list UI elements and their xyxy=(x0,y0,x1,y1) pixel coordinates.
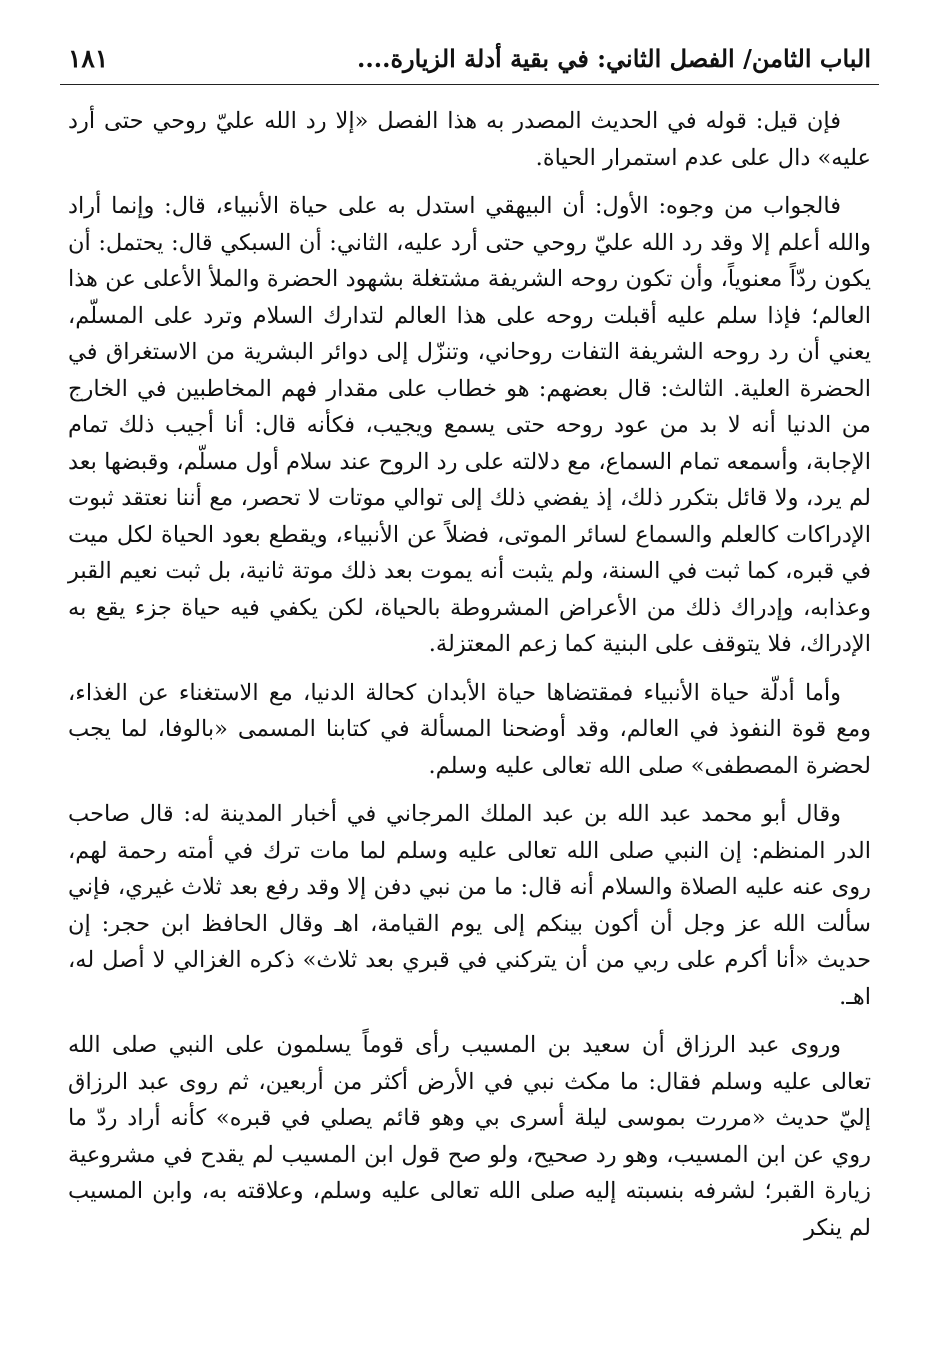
running-header xyxy=(68,36,871,80)
header-divider xyxy=(60,84,879,85)
page-number: ١٨١ xyxy=(68,43,109,73)
paragraph: وقال أبو محمد عبد الله بن عبد الملك المرجاني في أخبار المدينة له: قال صاحب الدر المنظم: إن النبي صلى الله تعالى عليه وسلم لما مات ترك في أمته رحمة لهم، روى عنه عليه الصلاة والسلام أنه قال: ما من نبي دفن إلا وقد رفع بعد ثلاث غيري، فإني سألت الله عز وجل أن أكون بينكم إلى يوم القيامة، اهـ وقال الحافظ ابن حجر: إن حديث «أنا أكرم على ربي من أن يتركني في قبري بعد ثلاث» ذكره الغزالي لا أصل له، اهـ. xyxy=(68,801,871,1010)
paragraph: فإن قيل: قوله في الحديث المصدر به هذا الفصل «إلا رد الله عليّ روحي حتى أرد عليه» دال على عدم استمرار الحياة. xyxy=(68,108,871,171)
body-text xyxy=(68,103,871,1258)
paragraph: وروى عبد الرزاق أن سعيد بن المسيب رأى قوماً يسلمون على النبي صلى الله تعالى عليه وسلم فقال: ما مكث نبي في الأرض أكثر من أربعين، ثم روى عبد الرزاق إليّ حديث «مررت بموسى ليلة أسرى بي وهو قائم يصلي في قبره» كأنه أراد ردّ ما روي عن ابن المسيب، وهو رد صحيح، ولو صح قول ابن المسيب لم يقدح في مشروعية زيارة القبر؛ لشرفه بنسبته إليه صلى الله تعالى عليه وسلم، وعلاقته به، وابن المسيب لم ينكر xyxy=(68,1032,871,1241)
header-title: الباب الثامن/ الفصل الثاني: في بقية أدلة الزيارة.... xyxy=(357,43,871,73)
paragraph: وأما أدلّة حياة الأنبياء فمقتضاها حياة الأبدان كحالة الدنيا، مع الاستغناء عن الغذاء، ومع قوة النفوذ في العالم، وقد أوضحنا المسألة في كتابنا المسمى «بالوفا، لما يجب لحضرة المصطفى» صلى الله تعالى عليه وسلم. xyxy=(68,679,871,779)
paragraph: فالجواب من وجوه: الأول: أن البيهقي استدل به على حياة الأنبياء، قال: وإنما أراد والله أعلم إلا وقد رد الله عليّ روحي حتى أرد عليه، الثاني: أن السبكي قال: يحتمل: أن يكون ردّاً معنوياً، وأن تكون روحه الشريفة مشتغلة بشهود الحضرة والملأ الأعلى عن هذا العالم؛ فإذا سلم عليه أقبلت روحه على هذا العالم لتدارك السلام وترد على المسلّم، يعني أن رد روحه الشريفة التفات روحاني، وتنزّل إلى دوائر البشرية من الاستغراق في الحضرة العلية. الثالث: قال بعضهم: هو خطاب على مقدار فهم المخاطبين في الخارج من الدنيا أنه لا بد من عود روحه حتى يسمع ويجيب، فكأنه قال: أنا أجيب ذلك تمام الإجابة، وأسمعه تمام السماع، مع دلالته على رد الروح عند سلام أول مسلّم، وقبضها بعد لم يرد، ولا قائل بتكرر ذلك، إذ يفضي ذلك إلى توالي موتات لا تحصر، مع أننا نعتقد ثبوت الإدراكات كالعلم والسماع لسائر الموتى، فضلاً عن الأنبياء، ويقطع بعود الحياة لكل ميت في قبره، كما ثبت في السنة، ولم يثبت أنه يموت بعد ذلك موتة ثانية، بل ثبت نعيم القبر وعذابه، وإدراك ذلك من الأعراض المشروطة بالحياة، لكن يكفي فيه حياة جزء يقع به الإدراك، فلا يتوقف على البنية كما زعم المعتزلة. xyxy=(68,193,871,657)
